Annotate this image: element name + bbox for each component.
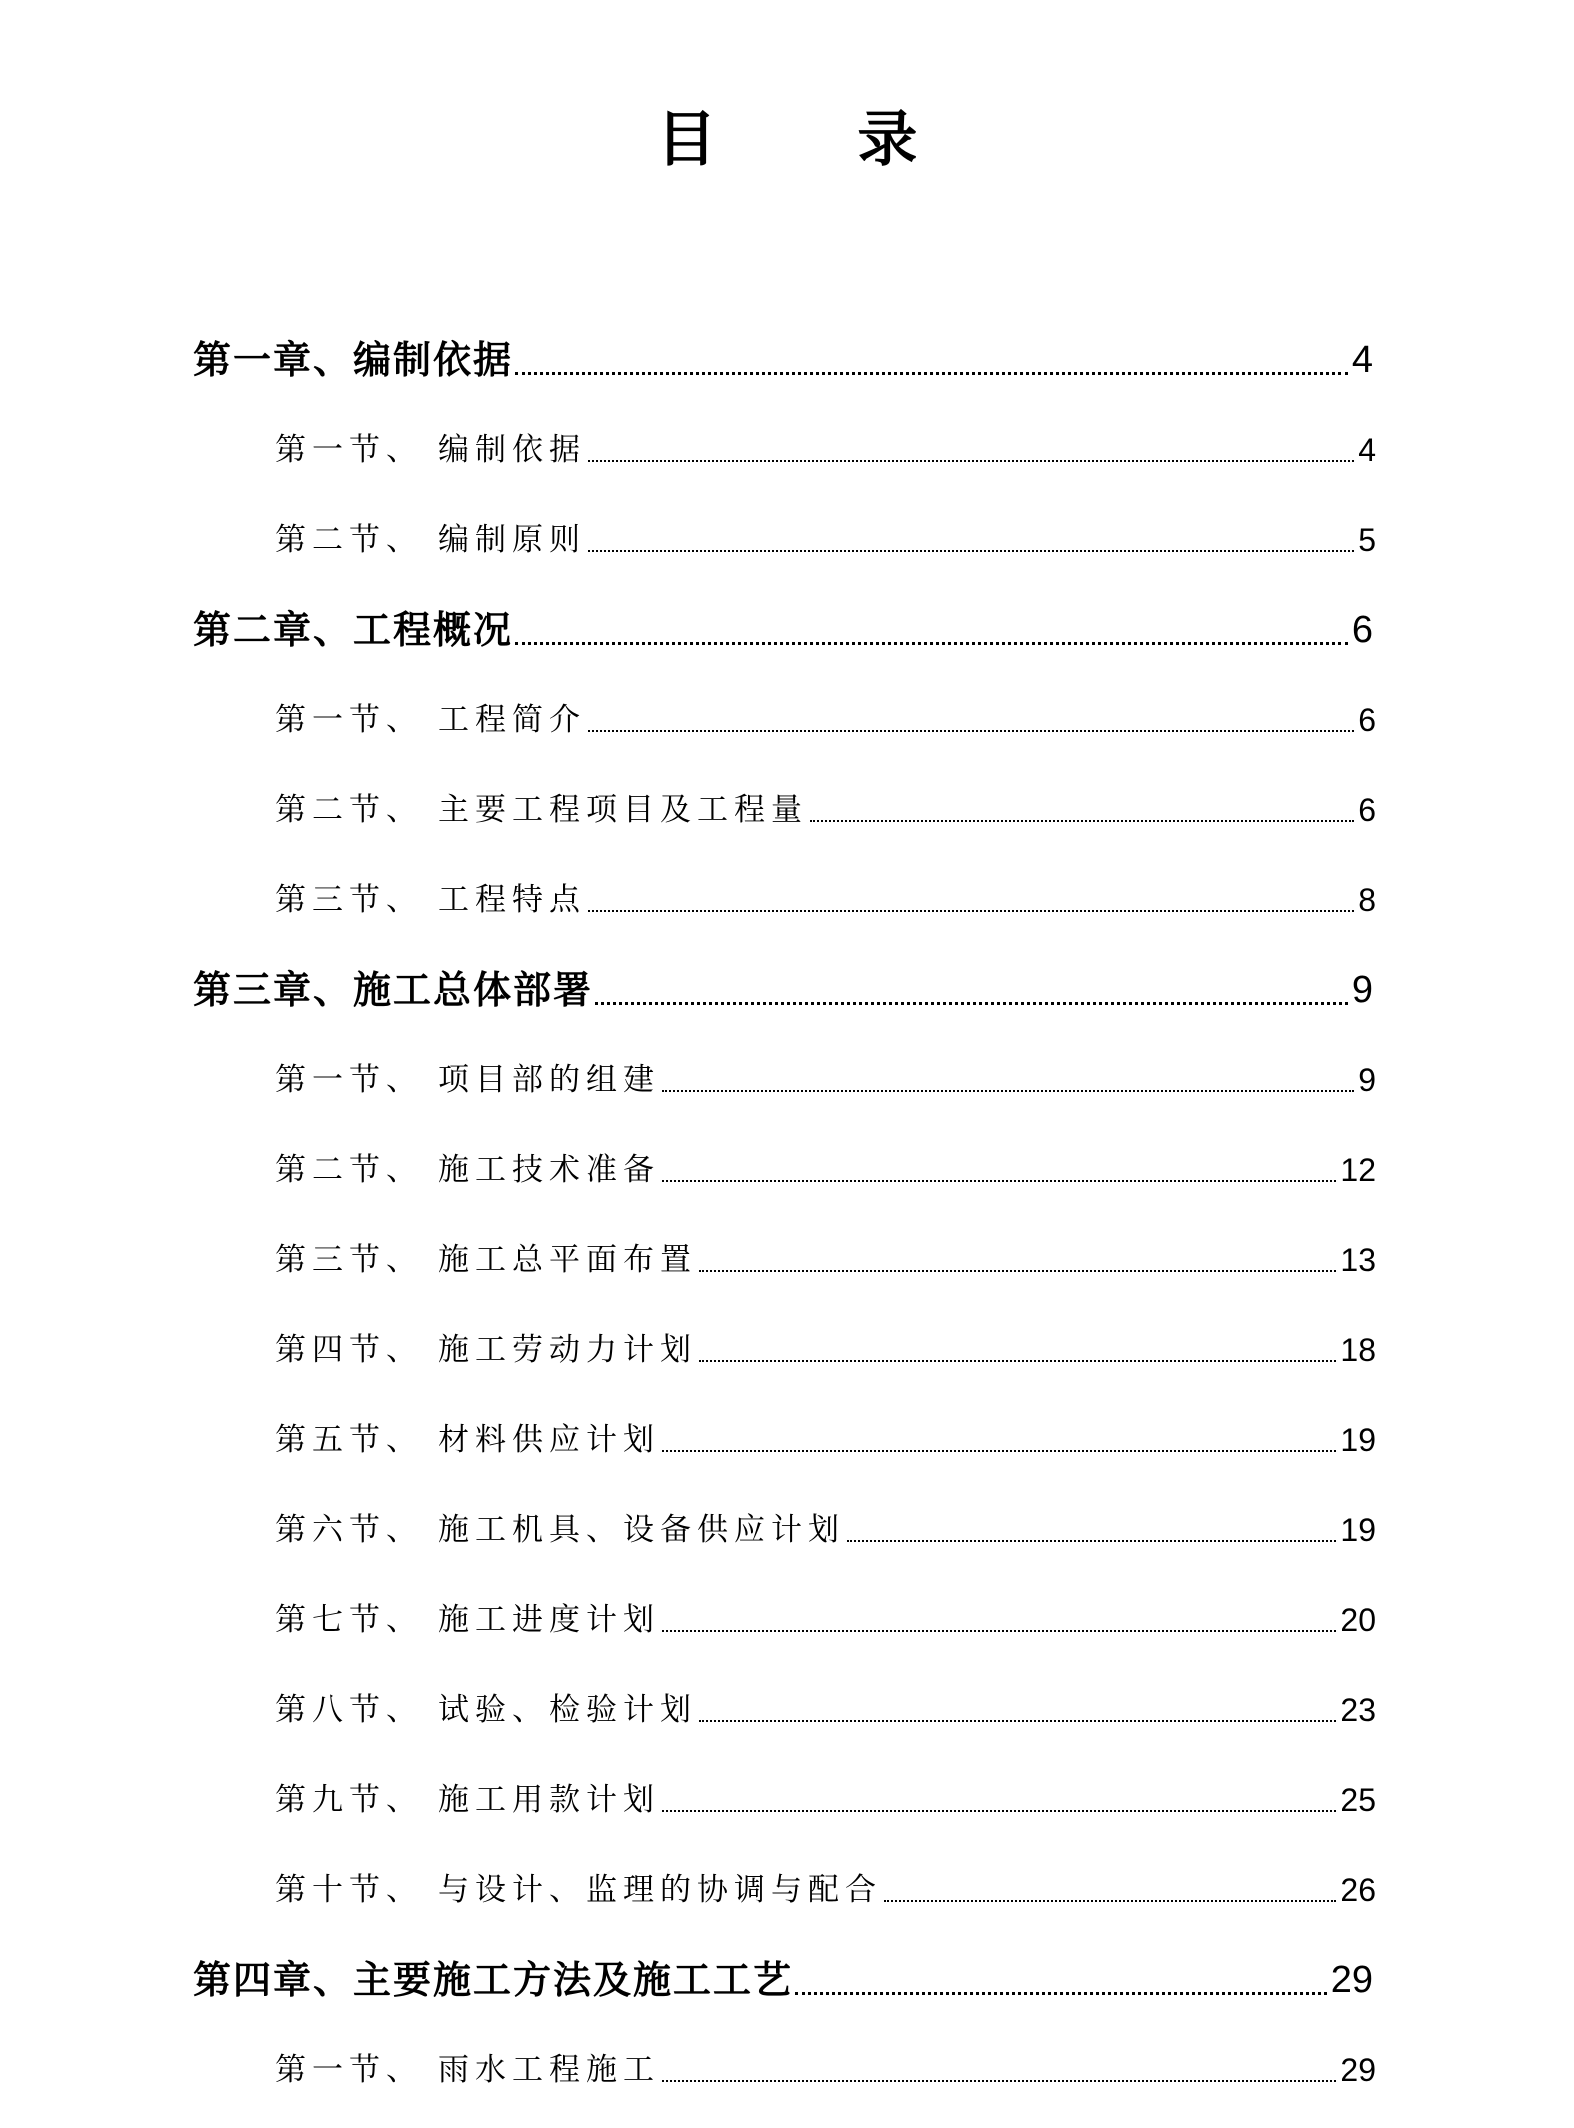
- toc-section-1-1[interactable]: [275, 420, 1376, 470]
- toc-section-number: 第一节、: [275, 432, 423, 468]
- toc-entry-title: 第二章、工程概况: [193, 607, 514, 652]
- toc-page-number: 9: [1351, 969, 1373, 1011]
- toc-section-3-4[interactable]: [275, 1320, 1376, 1370]
- toc-entry-title: 第四章、主要施工方法及施工工艺: [193, 1957, 794, 2002]
- toc-entry-title: [275, 880, 586, 920]
- toc-page-number: 13: [1340, 1242, 1376, 1278]
- toc-section-title: 工程特点: [438, 882, 586, 918]
- toc-chapter-3[interactable]: [193, 953, 1373, 1013]
- toc-section-number: 第二节、: [275, 792, 423, 828]
- toc-section-title: 施工机具、设备供应计划: [438, 1512, 845, 1548]
- toc-section-3-6[interactable]: [275, 1500, 1376, 1550]
- toc-section-number: 第四节、: [275, 1332, 423, 1368]
- toc-section-number: 第五节、: [275, 1422, 423, 1458]
- toc-section-number: 第二节、: [275, 1152, 423, 1188]
- toc-dot-leader: [662, 1180, 1336, 1182]
- toc-section-2-2[interactable]: [275, 780, 1376, 830]
- toc-dot-leader: [662, 1630, 1336, 1632]
- toc-section-title: 施工进度计划: [438, 1602, 660, 1638]
- toc-section-number: 第六节、: [275, 1512, 423, 1548]
- toc-section-title: 施工用款计划: [438, 1782, 660, 1818]
- toc-dot-leader: [847, 1540, 1336, 1542]
- toc-entry-title: [275, 520, 586, 560]
- toc-section-3-3[interactable]: [275, 1230, 1376, 1280]
- toc-page-number: 18: [1340, 1332, 1376, 1368]
- toc-section-4-1[interactable]: [275, 2040, 1376, 2090]
- toc-section-3-7[interactable]: [275, 1590, 1376, 1640]
- toc-section-title: 雨水工程施工: [438, 2052, 660, 2088]
- toc-page-number: 25: [1340, 1782, 1376, 1818]
- toc-dot-leader: [588, 550, 1354, 552]
- toc-entry-title: [275, 1420, 660, 1460]
- toc-page-number: 4: [1358, 432, 1376, 468]
- toc-entry-title: 第一章、编制依据: [193, 337, 514, 382]
- toc-page-number: 19: [1340, 1422, 1376, 1458]
- toc-entry-title: [275, 790, 808, 830]
- toc-section-number: 第十节、: [275, 1872, 423, 1908]
- toc-section-number: 第九节、: [275, 1782, 423, 1818]
- toc-dot-leader: [795, 1992, 1327, 1995]
- toc-entry-title: [275, 1060, 660, 1100]
- toc-page-number: 6: [1358, 792, 1376, 828]
- toc-section-title: 工程简介: [438, 702, 586, 738]
- toc-entry-title: [275, 700, 586, 740]
- toc-page-number: 6: [1358, 702, 1376, 738]
- toc-section-title: 编制原则: [438, 522, 586, 558]
- toc-section-3-5[interactable]: [275, 1410, 1376, 1460]
- toc-dot-leader: [588, 460, 1354, 462]
- toc-page-number: 12: [1340, 1152, 1376, 1188]
- toc-section-number: 第三节、: [275, 1242, 423, 1278]
- toc-dot-leader: [699, 1720, 1336, 1722]
- toc-page-number: 29: [1330, 1959, 1373, 2001]
- toc-section-2-3[interactable]: [275, 870, 1376, 920]
- toc-page-number: 23: [1340, 1692, 1376, 1728]
- toc-dot-leader: [515, 372, 1348, 375]
- toc-section-title: 主要工程项目及工程量: [438, 792, 808, 828]
- toc-section-1-2[interactable]: [275, 510, 1376, 560]
- toc-section-title: 材料供应计划: [438, 1422, 660, 1458]
- page-title: 目 录: [656, 105, 978, 175]
- toc-dot-leader: [515, 642, 1348, 645]
- toc-entry-title: [275, 1690, 697, 1730]
- toc-entry-title: [275, 1870, 882, 1910]
- toc-section-title: 施工技术准备: [438, 1152, 660, 1188]
- toc-entry-title: [275, 1780, 660, 1820]
- toc-page-number: 29: [1340, 2052, 1376, 2088]
- toc-page-number: 4: [1351, 339, 1373, 381]
- toc-section-title: 试验、检验计划: [438, 1692, 697, 1728]
- toc-entry-title: [275, 430, 586, 470]
- toc-chapter-4[interactable]: [193, 1943, 1373, 2003]
- toc-section-3-2[interactable]: [275, 1140, 1376, 1190]
- toc-entry-title: [275, 1510, 845, 1550]
- toc-section-number: 第一节、: [275, 1062, 423, 1098]
- toc-section-3-9[interactable]: [275, 1770, 1376, 1820]
- toc-section-title: 施工劳动力计划: [438, 1332, 697, 1368]
- toc-section-title: 与设计、监理的协调与配合: [438, 1872, 882, 1908]
- toc-entry-title: [275, 1330, 697, 1370]
- toc-section-title: 编制依据: [438, 432, 586, 468]
- toc-section-3-8[interactable]: [275, 1680, 1376, 1730]
- toc-page-number: 8: [1358, 882, 1376, 918]
- toc-dot-leader: [588, 730, 1354, 732]
- toc-section-number: 第一节、: [275, 2052, 423, 2088]
- toc-section-number: 第八节、: [275, 1692, 423, 1728]
- toc-entry-title: [275, 1240, 697, 1280]
- toc-page-number: 9: [1358, 1062, 1376, 1098]
- toc-section-title: 项目部的组建: [438, 1062, 660, 1098]
- toc-dot-leader: [662, 1450, 1336, 1452]
- toc-entry-title: [275, 1600, 660, 1640]
- toc-dot-leader: [699, 1360, 1336, 1362]
- toc-section-3-1[interactable]: [275, 1050, 1376, 1100]
- toc-page-number: 26: [1340, 1872, 1376, 1908]
- toc-entry-title: [275, 2050, 660, 2090]
- toc-chapter-1[interactable]: [193, 323, 1373, 383]
- toc-page-number: 5: [1358, 522, 1376, 558]
- toc-dot-leader: [662, 1090, 1354, 1092]
- toc-dot-leader: [662, 2080, 1336, 2082]
- toc-dot-leader: [595, 1002, 1348, 1005]
- toc-dot-leader: [588, 910, 1354, 912]
- toc-section-number: 第一节、: [275, 702, 423, 738]
- toc-section-number: 第七节、: [275, 1602, 423, 1638]
- toc-entry-title: 第三章、施工总体部署: [193, 967, 594, 1012]
- toc-page-number: 20: [1340, 1602, 1376, 1638]
- toc-section-2-1[interactable]: [275, 690, 1376, 740]
- toc-page-number: 19: [1340, 1512, 1376, 1548]
- toc-page-number: 6: [1351, 609, 1373, 651]
- toc-section-3-10[interactable]: [275, 1860, 1376, 1910]
- toc-section-number: 第三节、: [275, 882, 423, 918]
- toc-dot-leader: [884, 1900, 1336, 1902]
- toc-dot-leader: [810, 820, 1354, 822]
- toc-section-title: 施工总平面布置: [438, 1242, 697, 1278]
- toc-entry-title: [275, 1150, 660, 1190]
- toc-dot-leader: [699, 1270, 1336, 1272]
- toc-chapter-2[interactable]: [193, 593, 1373, 653]
- toc-dot-leader: [662, 1810, 1336, 1812]
- toc-section-number: 第二节、: [275, 522, 423, 558]
